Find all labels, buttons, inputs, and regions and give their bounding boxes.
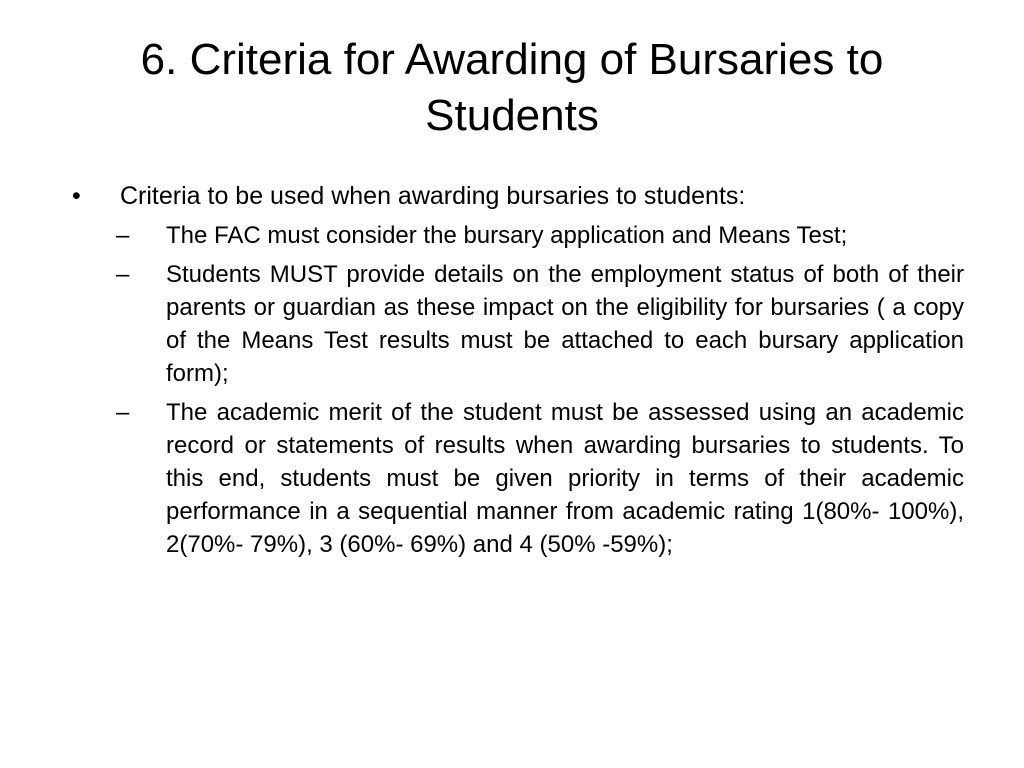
- main-bullet-text: Criteria to be used when awarding bursaries to students:: [120, 182, 746, 210]
- sub-bullet-text: The FAC must consider the bursary application and Means Test;: [166, 222, 848, 249]
- sub-bullet-item: [72, 396, 964, 561]
- sub-bullet-marker: –: [116, 261, 130, 288]
- sub-bullet-item: [72, 219, 964, 252]
- sub-bullet-list: [72, 219, 964, 561]
- sub-bullet-text: Students MUST provide details on the employment status of both of their parents or guardian as these impact on the eligibility for bursaries ( a copy of the Means Test results must be attached to each bursary application form);: [166, 261, 964, 387]
- sub-bullet-item: [72, 258, 964, 390]
- sub-bullet-marker: –: [116, 399, 130, 426]
- sub-bullet-marker: –: [116, 222, 130, 249]
- main-bullet: [72, 180, 964, 213]
- slide-title: 6. Criteria for Awarding of Bursaries to Students: [140, 35, 884, 140]
- sub-bullet-text: The academic merit of the student must be assessed using an academic record or statements of results when awarding bursaries to students. To this end, students must be given priority in terms of their academic performance in a sequential manner from academic rating 1(80%- 100%), 2(70%- 79%), 3 (60%- 69%) and 4 (50% -59%);: [166, 399, 964, 558]
- slide-content: [72, 180, 964, 567]
- bullet-marker: •: [72, 182, 81, 210]
